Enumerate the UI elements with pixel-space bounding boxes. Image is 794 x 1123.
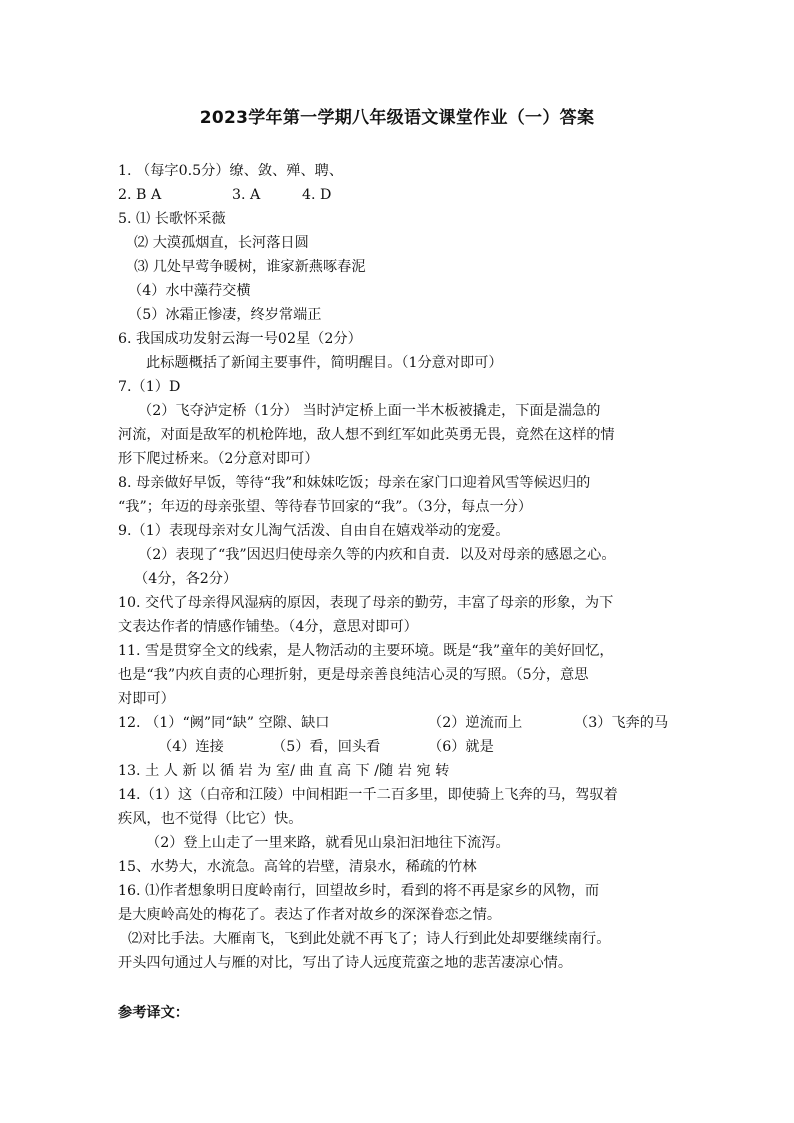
answer-12-6: （6）就是 — [428, 739, 494, 755]
answer-6: 6. 我国成功发射云海一号02星（2分） — [118, 331, 362, 347]
answer-12-1: 12. （1）“阙”同“缺” 空隙、缺口 — [118, 715, 330, 731]
answer-6-note: 此标题概括了新闻主要事件，简明醒目。（1分意对即可） — [146, 355, 503, 371]
answer-16-2-cont: 开头四句通过人与雁的对比，写出了诗人远度荒蛮之地的悲苦凄凉心情。 — [118, 955, 573, 971]
answer-3: 3. A — [232, 187, 261, 203]
answer-1: 1. （每字0.5分）缭、敛、殚、聘、 — [118, 163, 344, 179]
answer-14-2: （2）登上山走了一里来路，就看见山泉汩汩地往下流泻。 — [146, 835, 510, 851]
answer-11: 11. 雪是贯穿全文的线索，是人物活动的主要环境。既是“我”童年的美好回忆， — [118, 643, 614, 659]
page-title: 2023学年第一学期八年级语文课堂作业（一）答案 — [199, 108, 595, 128]
answer-12-5: （5）看，回头看 — [272, 739, 381, 755]
answer-10: 10. 交代了母亲得风湿病的原因，表现了母亲的勤劳，丰富了母亲的形象，为下 — [118, 595, 614, 611]
answer-7-2: （2）飞夺泸定桥（1分） 当时泸定桥上面一半木板被撬走，下面是湍急的 — [138, 403, 601, 419]
reference-translation-label: 参考译文： — [118, 1005, 189, 1021]
answer-5-5: （5）冰霜正惨凄，终岁常端正 — [128, 307, 322, 323]
answer-5-2: ⑵ 大漠孤烟直，长河落日圆 — [134, 235, 309, 251]
answer-9-1: 9.（1）表现母亲对女儿淘气活泼、自由自在嬉戏举动的宠爱。 — [118, 523, 510, 539]
answer-7-2-cont: 河流，对面是敌军的机枪阵地，敌人想不到红军如此英勇无畏，竟然在这样的情 — [118, 427, 615, 443]
answer-7-1: 7.（1）D — [118, 379, 181, 395]
answer-14-1-cont: 疾风，也不觉得（比它）快。 — [118, 811, 303, 827]
answer-5-3: ⑶ 几处早莺争暖树，谁家新燕啄春泥 — [134, 259, 366, 275]
answer-7-2-end: 形下爬过桥来。（2分意对即可） — [118, 451, 319, 467]
answer-9-score: （4分，各2分） — [134, 571, 238, 587]
answer-14-1: 14.（1）这（白帝和江陵）中间相距一千二百多里，即使骑上飞奔的马，驾驭着 — [118, 787, 618, 803]
answer-15: 15、水势大，水流急。高耸的岩壁，清泉水，稀疏的竹林 — [118, 859, 477, 875]
answer-4: 4. D — [302, 187, 332, 203]
answer-12-3: （3）飞奔的马 — [574, 715, 669, 731]
answer-11-cont: 也是“我”内疚自责的心理折射，更是母亲善良纯洁心灵的写照。（5分，意思 — [118, 667, 589, 683]
answer-11-end: 对即可） — [118, 691, 175, 707]
answer-12-4: （4）连接 — [158, 739, 224, 755]
answer-2: 2. B A — [118, 187, 162, 203]
answer-16-1: 16. ⑴作者想象明日度岭南行，回望故乡时，看到的将不再是家乡的风物，而 — [118, 883, 600, 899]
answer-12-2: （2）逆流而上 — [428, 715, 523, 731]
answer-16-1-cont: 是大庾岭高处的梅花了。表达了作者对故乡的深深眷恋之情。 — [118, 907, 502, 923]
answer-8: 8. 母亲做好早饭，等待“我”和妹妹吃饭；母亲在家门口迎着风雪等候迟归的 — [118, 475, 591, 491]
answer-5-4: （4）水中藻荇交横 — [128, 283, 251, 299]
answer-9-2: （2）表现了“我”因迟归使母亲久等的内疚和自责．以及对母亲的感恩之心。 — [138, 547, 616, 563]
answer-13: 13. 土 人 新 以 循 岩 为 室/ 曲 直 高 下 /随 岩 宛 转 — [118, 763, 450, 779]
answer-8-cont: “我”；年迈的母亲张望、等待春节回家的“我”。（3分，每点一分） — [118, 499, 533, 515]
answer-10-cont: 文表达作者的情感作铺垫。（4分，意思对即可） — [118, 619, 418, 635]
answer-16-2: ⑵对比手法。大雁南飞，飞到此处就不再飞了；诗人行到此处却要继续南行。 — [128, 931, 611, 947]
answer-5-1: 5. ⑴ 长歌怀采薇 — [118, 211, 226, 227]
